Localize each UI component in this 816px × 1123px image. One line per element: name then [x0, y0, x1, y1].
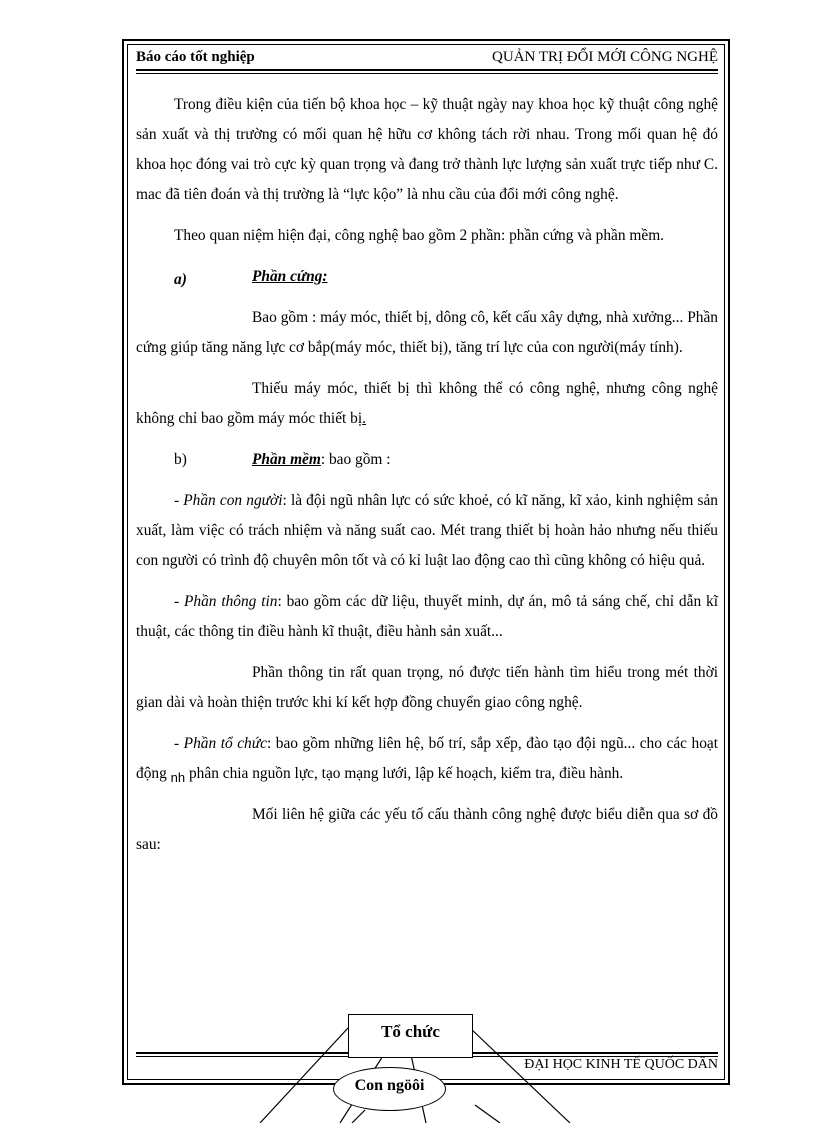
diagram-line-left-outer: [260, 1028, 348, 1123]
people-lead: -: [174, 492, 184, 509]
paragraph-intro: Trong điều kiện của tiến bộ khoa học – kỹ thuật ngày nay khoa học kỹ thuật công nghệ sản xuất và thị trường có mối quan hệ hữu cơ không tách rời nhau. Trong mối quan hệ đó khoa học đóng vai trò cực kỳ quan trọng và đang trở thành lực lượng sản xuất trực tiếp như C. mac đã tiên đoán và thị trường là “lực kộo” là nhu cầu của đổi mới công nghệ.: [136, 96, 718, 203]
section-a-title: Phần cứng:: [252, 268, 328, 285]
paragraph-hardware-1: Bao gồm : máy móc, thiết bị, dông cô, kết cấu xây dựng, nhà xưởng... Phần cứng giúp tăng năng lực cơ bắp(máy móc, thiết bị), tăng trí lực của con người(máy tính).: [136, 309, 718, 356]
info-text: : bao gồm các dữ liệu, thuyết minh, dự án, mô tả sáng chế, chỉ dẫn kĩ thuật, các thông tin điều hành kĩ thuật, điều hành sản xuất...: [136, 593, 718, 640]
org-text-2: phân chia nguồn lực, tạo mạng lưới, lập kế hoạch, kiểm tra, điều hành.: [188, 765, 624, 782]
section-b-marker: b): [174, 451, 187, 468]
hardware-2-text: Thiếu máy móc, thiết bị thì không thể có công nghệ, nhưng công nghệ không chỉ bao gồm máy móc thiết bị: [136, 380, 718, 427]
diagram-line-right-outer: [470, 1028, 570, 1123]
info-label: Phần thông tin: [183, 593, 278, 610]
paragraph-diagram-intro: Mối liên hệ giữa các yếu tố cấu thành công nghệ được biểu diễn qua sơ đồ sau:: [136, 806, 718, 853]
header-subject-title: QUẢN TRỊ ĐỔI MỚI CÔNG NGHỆ: [492, 49, 718, 65]
section-b-rest: : bao gồm :: [320, 451, 391, 468]
paragraph-information-2: Phần thông tin rất quan trọng, nó được tiến hành tìm hiểu trong mét thời gian dài và hoàn thiện trước khi kí kết hợp đồng chuyển giao công nghệ.: [136, 664, 718, 711]
org-text-1: : bao gồm những liên hệ, bố trí, sắp xếp, đào tạo đội ngũ... cho các hoạt động: [136, 735, 719, 782]
section-b-title: Phần mềm: [252, 451, 321, 468]
people-label: Phần con người: [183, 492, 283, 509]
footer-university-name: ĐẠI HỌC KINH TẾ QUỐC DÂN: [524, 1057, 718, 1072]
org-subscript: nh: [170, 770, 186, 785]
header-report-title: Báo cáo tốt nghiệp: [136, 49, 255, 65]
paragraph-definition: Theo quan niệm hiện đại, công nghệ bao gồm 2 phần: phần cứng và phần mềm.: [174, 227, 665, 244]
diagram-node-organization: Tổ chức: [348, 1014, 473, 1058]
diagram-line-right-inner: [475, 1105, 500, 1123]
section-a-marker: a): [174, 271, 187, 288]
hardware-2-end: .: [362, 410, 366, 427]
org-lead: -: [174, 735, 184, 752]
info-lead: -: [174, 593, 184, 610]
org-label: Phần tổ chức: [183, 735, 267, 752]
diagram-line-bottom-left: [352, 1110, 365, 1123]
diagram-node-people: Con ngöôi: [333, 1067, 446, 1111]
people-text: : là đội ngũ nhân lực có sức khoẻ, có kĩ năng, kĩ xảo, kinh nghiệm sản xuất, làm việc có trách nhiệm và năng suất cao. Mét trang thiết bị hoàn hảo nhưng nếu thiếu con người có trình độ chuyên môn tốt và có kỉ luật lao động cao thì cũng không có hiệu quả.: [136, 492, 718, 569]
